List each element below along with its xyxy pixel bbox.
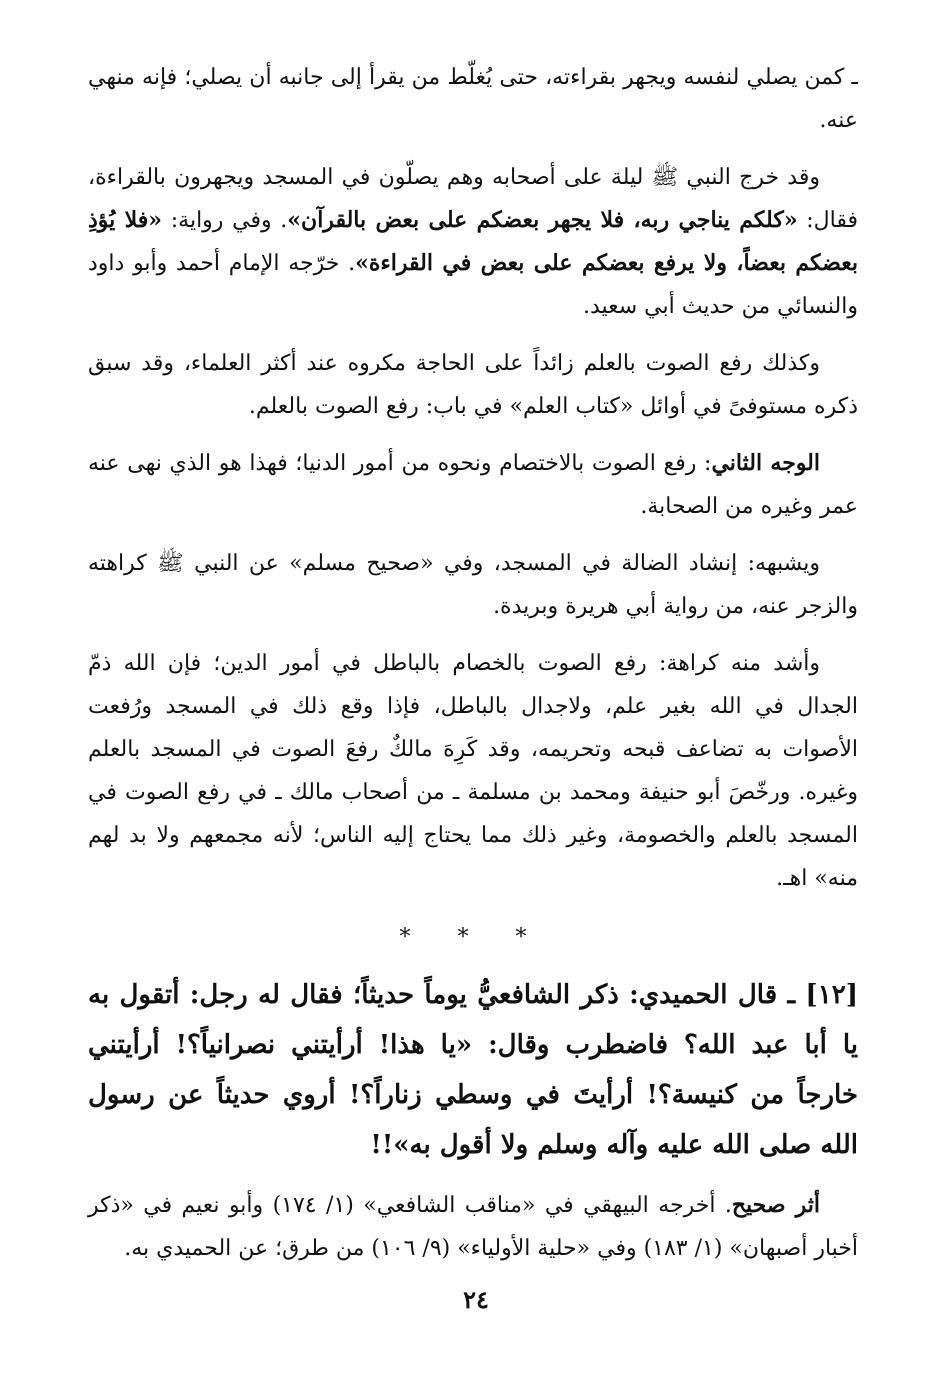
hadith-quote-2: «فلا يُؤذِ بعضكم بعضاً، ولا يرفع بعضكم على بعض في القراءة» bbox=[88, 207, 858, 276]
athar-12-text: [١٢] ـ قال الحميدي: ذكر الشافعيُّ يوماً حديثاً؛ فقال له رجل: أتقول به يا أبا عبد الله؟ فاضطرب وقال: «يا هذا! أرأيتني نصرانياً؟! أرأيتني خارجاً من كنيسة؟! أرأيتَ في وسطي زناراً؟! أروي حديثاً عن رسول الله صلى الله عليه وآله وسلم ولا أقول به»!! bbox=[88, 980, 858, 1160]
grading-label: أثر صحيح bbox=[731, 1192, 820, 1218]
takhrij-text: . أخرجه البيهقي في «مناقب الشافعي» (١/ ١٧٤) وأبو نعيم في «ذكر أخبار أصبهان» (١/ ١٨٣) وفي «حلية الأولياء» (٩/ ١٠٦) من طرق؛ عن الحميدي به. bbox=[88, 1193, 858, 1261]
hadith-quote-1: «كلكم يناجي ربه، فلا يجهر بعضكم على بعض بالقرآن» bbox=[287, 207, 798, 233]
paragraph-2 bbox=[88, 156, 858, 328]
page-body bbox=[88, 56, 858, 1284]
paragraph-3 bbox=[88, 342, 858, 428]
paragraph-1 bbox=[88, 56, 858, 142]
paragraph-4 bbox=[88, 442, 858, 528]
page-number: ٢٤ bbox=[463, 1285, 489, 1314]
section-separator: * * * bbox=[399, 925, 547, 950]
paragraph-6-text: وأشد منه كراهة: رفع الصوت بالخصام بالباطل في أمور الدين؛ فإن الله ذمّ الجدال في الله بغير علم، ولاجدال بالباطل، فإذا وقع ذلك في المسجد ورُفعت الأصوات به تضاعف قبحه وتحريمه، وقد كَرِهَ مالكٌ رفعَ الصوت في المسجد بالعلم وغيره. ورخّصَ أبو حنيفة ومحمد بن مسلمة ـ من أصحاب مالك ـ في رفع الصوت في المسجد بالعلم والخصومة، وغير ذلك مما يحتاج إليه الناس؛ لأنه مجمعهم ولا بد لهم منه» اهـ. bbox=[88, 651, 858, 891]
paragraph-3-text: وكذلك رفع الصوت بالعلم زائداً على الحاجة مكروه عند أكثر العلماء، وقد سبق ذكره مستوفىً في أوائل «كتاب العلم» في باب: رفع الصوت بالعلم. bbox=[88, 351, 858, 419]
paragraph-6 bbox=[88, 642, 858, 900]
paragraph-2-link: . وفي رواية: bbox=[162, 208, 288, 233]
athar-12 bbox=[88, 970, 858, 1170]
paragraph-5 bbox=[88, 542, 858, 628]
paragraph-4-text: : رفع الصوت بالاختصام ونحوه من أمور الدنيا؛ فهذا هو الذي نهى عنه عمر وغيره من الصحابة. bbox=[88, 451, 858, 519]
paragraph-5-text: ويشبهه: إنشاد الضالة في المسجد، وفي «صحيح مسلم» عن النبي ﷺ كراهته والزجر عنه، من رواية أبي هريرة وبريدة. bbox=[88, 551, 858, 619]
paragraph-2-source: . خرّجه الإمام أحمد وأبو داود والنسائي من حديث أبي سعيد. bbox=[88, 251, 858, 319]
paragraph-1-text: ـ كمن يصلي لنفسه ويجهر بقراءته، حتى يُغلّط من يقرأ إلى جانبه أن يصلي؛ فإنه منهي عنه. bbox=[88, 65, 858, 133]
paragraph-2-intro: وقد خرج النبي ﷺ ليلة على أصحابه وهم يصلّون في المسجد ويجهرون بالقراءة، فقال: bbox=[88, 165, 859, 233]
second-aspect-heading: الوجه الثاني bbox=[711, 450, 820, 476]
takhrij-paragraph bbox=[88, 1184, 858, 1270]
